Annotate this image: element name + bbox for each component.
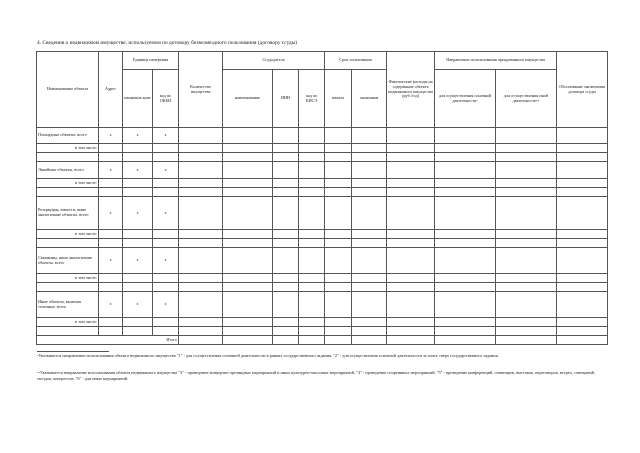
- header-expenses: Фактические расходы на содержание объекта недвижимого имущества (руб./год): [387, 52, 435, 128]
- header-direction-other: [496, 70, 557, 128]
- table-cell: [179, 283, 223, 292]
- address-mark: x: [99, 197, 123, 230]
- footnote-1: [37, 353, 607, 359]
- table-cell: [179, 248, 223, 274]
- table-cell: [352, 230, 387, 239]
- table-row: [37, 197, 608, 230]
- table-cell: [223, 144, 273, 153]
- footnote-mark: *: [37, 354, 39, 358]
- table-cell: [123, 188, 153, 197]
- table-cell: [273, 188, 299, 197]
- table-cell: [179, 292, 223, 318]
- table-row: [37, 283, 608, 292]
- header-row-1: [37, 52, 608, 70]
- table-cell: [123, 153, 153, 162]
- header-period-start: начала: [325, 70, 352, 128]
- table-cell: [496, 318, 557, 327]
- table-cell: [179, 336, 223, 345]
- table-cell: [123, 230, 153, 239]
- section-heading: 4. Сведения о недвижимом имуществе, используемом по договору безвозмездного пользования (договору ссуды): [37, 40, 297, 46]
- table-cell: [179, 128, 223, 144]
- header-lender-kisz: код по КИСЭ: [299, 70, 325, 128]
- header-direction-group: Направление использования арендованного имущества: [435, 52, 557, 70]
- table-cell: [299, 283, 325, 292]
- table-cell: [299, 239, 325, 248]
- header-row-2: [37, 70, 608, 128]
- table-cell: [435, 144, 496, 153]
- table-cell: [435, 128, 496, 144]
- table-cell: [387, 162, 435, 179]
- table-cell: [223, 230, 273, 239]
- footnote-mark: **: [536, 98, 540, 103]
- object-category: Резервуары, емкости, иные аналогичные объекты, всего: [37, 197, 99, 230]
- table-cell: [223, 239, 273, 248]
- table-cell: [352, 179, 387, 188]
- table-cell: [273, 336, 299, 345]
- address-mark: x: [99, 128, 123, 144]
- table-cell: [299, 179, 325, 188]
- table-cell: [387, 188, 435, 197]
- table-cell: [223, 179, 273, 188]
- table-cell: [273, 283, 299, 292]
- object-category: Линейные объекты, всего: [37, 162, 99, 179]
- table-row: [37, 179, 608, 188]
- table-cell: [99, 179, 123, 188]
- table-cell: [496, 239, 557, 248]
- table-cell: [435, 230, 496, 239]
- table-cell: [435, 188, 496, 197]
- table-cell: [299, 292, 325, 318]
- table-cell: [179, 188, 223, 197]
- table-row: [37, 144, 608, 153]
- address-mark: x: [99, 292, 123, 318]
- table-cell: [179, 162, 223, 179]
- table-cell: [387, 230, 435, 239]
- header-address: Адрес: [99, 52, 123, 128]
- table-cell: [387, 318, 435, 327]
- unit-name-mark: x: [123, 128, 153, 144]
- table-cell: [179, 274, 223, 283]
- table-cell: [223, 327, 273, 336]
- table-cell: [435, 336, 496, 345]
- header-unit-okei: код по ОКЕИ: [153, 70, 179, 128]
- header-direction-main: [435, 70, 496, 128]
- table-cell: [496, 292, 557, 318]
- table-cell: [352, 274, 387, 283]
- table-cell: [496, 162, 557, 179]
- table-cell: [435, 318, 496, 327]
- total-row: [37, 336, 608, 345]
- table-cell: [37, 327, 99, 336]
- header-unit-group: Единица измерения: [123, 52, 179, 70]
- table-cell: [387, 274, 435, 283]
- table-cell: [557, 336, 608, 345]
- header-period-group: Срок пользования: [325, 52, 387, 70]
- table-cell: [299, 230, 325, 239]
- footnote-2: [37, 370, 607, 382]
- table-cell: [496, 188, 557, 197]
- table-cell: [496, 336, 557, 345]
- table-cell: [223, 248, 273, 274]
- object-category: Скважины, иные аналогичные объекты, всего: [37, 248, 99, 274]
- table-cell: [299, 318, 325, 327]
- table-cell: [273, 318, 299, 327]
- table-cell: [37, 153, 99, 162]
- table-cell: [325, 239, 352, 248]
- table-cell: [223, 318, 273, 327]
- table-row: [37, 318, 608, 327]
- table-cell: [557, 144, 608, 153]
- table-cell: [352, 197, 387, 230]
- table-cell: [273, 274, 299, 283]
- table-cell: [557, 327, 608, 336]
- table-cell: [153, 239, 179, 248]
- table-cell: [179, 144, 223, 153]
- table-cell: [273, 239, 299, 248]
- table-cell: [325, 283, 352, 292]
- table-cell: [352, 248, 387, 274]
- table-cell: [299, 128, 325, 144]
- footnote-text: Указывается направление использования объекта недвижимого имущества "1" - для осуществления основной деятельности в рамках государственного задания, "2" - для осуществления основной деятельности за плату сверх государственного задания.: [38, 353, 499, 358]
- table-cell: [273, 197, 299, 230]
- table-cell: [496, 144, 557, 153]
- table-cell: [273, 162, 299, 179]
- table-cell: [496, 327, 557, 336]
- table-cell: [99, 283, 123, 292]
- table-body: [37, 52, 608, 345]
- table-cell: [223, 283, 273, 292]
- table-row: [37, 327, 608, 336]
- table-cell: [325, 128, 352, 144]
- header-period-end: окончания: [352, 70, 387, 128]
- table-cell: [557, 197, 608, 230]
- table-cell: [435, 292, 496, 318]
- header-quantity: Количество имущества: [179, 52, 223, 128]
- table-cell: [496, 197, 557, 230]
- table-cell: [435, 162, 496, 179]
- table-cell: [352, 128, 387, 144]
- table-cell: [123, 318, 153, 327]
- table-cell: [223, 128, 273, 144]
- table-cell: [325, 153, 352, 162]
- table-cell: [153, 188, 179, 197]
- table-row: [37, 292, 608, 318]
- table-cell: [435, 153, 496, 162]
- table-cell: [435, 283, 496, 292]
- subtotal-label: в том числе:: [37, 230, 99, 239]
- table-cell: [299, 153, 325, 162]
- unit-okei-mark: x: [153, 197, 179, 230]
- table-cell: [299, 248, 325, 274]
- table-row: [37, 230, 608, 239]
- table-cell: [179, 327, 223, 336]
- header-unit-name: наименов ание: [123, 70, 153, 128]
- table-cell: [99, 274, 123, 283]
- header-justification: Обоснование заключения договора ссуды: [557, 52, 608, 128]
- property-table: [36, 51, 608, 345]
- table-cell: [435, 239, 496, 248]
- table-cell: [352, 283, 387, 292]
- table-cell: [299, 197, 325, 230]
- table-cell: [273, 144, 299, 153]
- unit-okei-mark: x: [153, 248, 179, 274]
- table-cell: [496, 248, 557, 274]
- table-cell: [557, 274, 608, 283]
- table-cell: [435, 248, 496, 274]
- unit-name-mark: x: [123, 248, 153, 274]
- subtotal-label: в том числе:: [37, 274, 99, 283]
- table-cell: [299, 162, 325, 179]
- table-cell: [352, 318, 387, 327]
- table-cell: [273, 292, 299, 318]
- table-cell: [557, 153, 608, 162]
- table-cell: [325, 292, 352, 318]
- table-cell: [273, 153, 299, 162]
- table-cell: [37, 239, 99, 248]
- table-row: [37, 248, 608, 274]
- table-cell: [325, 144, 352, 153]
- header-lender-group: Ссудодатель: [223, 52, 325, 70]
- table-cell: [223, 197, 273, 230]
- table-cell: [325, 197, 352, 230]
- table-cell: [273, 327, 299, 336]
- address-mark: x: [99, 162, 123, 179]
- table-cell: [325, 248, 352, 274]
- table-cell: [325, 230, 352, 239]
- table-cell: [153, 274, 179, 283]
- table-cell: [325, 318, 352, 327]
- subtotal-label: в том числе:: [37, 179, 99, 188]
- table-cell: [435, 179, 496, 188]
- table-cell: [179, 197, 223, 230]
- table-row: [37, 274, 608, 283]
- table-cell: [325, 274, 352, 283]
- object-category: Иные объекты, включая точечные, всего: [37, 292, 99, 318]
- table-cell: [496, 230, 557, 239]
- table-cell: [387, 239, 435, 248]
- direction-other-text: для осуществления иной деятельности: [503, 92, 549, 103]
- table-cell: [557, 188, 608, 197]
- unit-okei-mark: x: [153, 292, 179, 318]
- unit-name-mark: x: [123, 162, 153, 179]
- table-cell: [387, 283, 435, 292]
- direction-main-text: для осуществления основной деятельности: [438, 92, 492, 103]
- table-cell: [435, 274, 496, 283]
- table-cell: [153, 327, 179, 336]
- footnote-text: Указывается направление использования объекта недвижимого имущества "3" - проведение концертно-зрелищных мероприятий и иных культурно-массовых мероприятий, "4" - проведение спортивных мероприятий, "5" - проведение конференций, семинаров, выставок, переговоров, встреч, совещаний, съездов, конгрессов, "6" - для иных мероприятий.: [37, 370, 596, 381]
- table-cell: [352, 153, 387, 162]
- table-cell: [299, 327, 325, 336]
- table-cell: [123, 144, 153, 153]
- table-row: [37, 128, 608, 144]
- table-cell: [387, 197, 435, 230]
- table-cell: [273, 230, 299, 239]
- header-lender-inn: ИНН: [273, 70, 299, 128]
- table-row: [37, 239, 608, 248]
- table-cell: [325, 162, 352, 179]
- unit-name-mark: x: [123, 197, 153, 230]
- table-cell: [299, 144, 325, 153]
- table-cell: [153, 230, 179, 239]
- table-cell: [179, 230, 223, 239]
- table-cell: [223, 188, 273, 197]
- table-cell: [557, 239, 608, 248]
- table-cell: [99, 239, 123, 248]
- header-name: Наименование объекта: [37, 52, 99, 128]
- table-cell: [299, 188, 325, 197]
- table-row: [37, 162, 608, 179]
- table-cell: [99, 144, 123, 153]
- subtotal-label: в том числе:: [37, 318, 99, 327]
- table-cell: [223, 162, 273, 179]
- table-cell: [496, 128, 557, 144]
- table-cell: [557, 230, 608, 239]
- table-cell: [99, 318, 123, 327]
- table-cell: [123, 274, 153, 283]
- table-cell: [352, 144, 387, 153]
- table-cell: [123, 327, 153, 336]
- table-cell: [99, 188, 123, 197]
- table-cell: [179, 239, 223, 248]
- table-cell: [435, 327, 496, 336]
- total-label: Итого: [37, 336, 179, 345]
- table-cell: [325, 336, 352, 345]
- table-cell: [273, 128, 299, 144]
- table-cell: [387, 292, 435, 318]
- table-cell: [557, 162, 608, 179]
- table-cell: [387, 179, 435, 188]
- table-cell: [387, 327, 435, 336]
- table-row: [37, 188, 608, 197]
- table-cell: [153, 153, 179, 162]
- table-cell: [223, 336, 273, 345]
- table-cell: [387, 153, 435, 162]
- table-cell: [99, 153, 123, 162]
- table-cell: [153, 283, 179, 292]
- table-cell: [435, 197, 496, 230]
- table-cell: [153, 318, 179, 327]
- table-cell: [496, 179, 557, 188]
- table-cell: [223, 153, 273, 162]
- footnote-mark: **: [37, 371, 40, 375]
- table-cell: [325, 327, 352, 336]
- table-cell: [123, 283, 153, 292]
- header-lender-name: наименование: [223, 70, 273, 128]
- table-cell: [557, 179, 608, 188]
- table-cell: [496, 283, 557, 292]
- table-cell: [123, 179, 153, 188]
- table-cell: [223, 274, 273, 283]
- table-cell: [179, 318, 223, 327]
- table-cell: [557, 128, 608, 144]
- table-cell: [99, 327, 123, 336]
- table-cell: [325, 188, 352, 197]
- table-cell: [179, 179, 223, 188]
- table-cell: [123, 239, 153, 248]
- unit-name-mark: x: [123, 292, 153, 318]
- table-cell: [352, 188, 387, 197]
- table-cell: [223, 292, 273, 318]
- table-cell: [273, 248, 299, 274]
- subtotal-label: в том числе:: [37, 144, 99, 153]
- table-cell: [37, 283, 99, 292]
- address-mark: x: [99, 248, 123, 274]
- table-cell: [496, 153, 557, 162]
- table-cell: [99, 230, 123, 239]
- table-cell: [387, 248, 435, 274]
- unit-okei-mark: x: [153, 162, 179, 179]
- table-cell: [557, 248, 608, 274]
- table-cell: [352, 336, 387, 345]
- table-cell: [325, 179, 352, 188]
- table-cell: [37, 188, 99, 197]
- table-cell: [352, 292, 387, 318]
- table-row: [37, 153, 608, 162]
- table-cell: [352, 162, 387, 179]
- footnote-mark: *: [476, 98, 478, 103]
- table-cell: [299, 336, 325, 345]
- table-cell: [153, 144, 179, 153]
- table-cell: [273, 179, 299, 188]
- table-cell: [387, 128, 435, 144]
- table-cell: [496, 274, 557, 283]
- unit-okei-mark: x: [153, 128, 179, 144]
- table-cell: [352, 239, 387, 248]
- table-cell: [179, 153, 223, 162]
- table-cell: [387, 336, 435, 345]
- table-cell: [557, 283, 608, 292]
- table-cell: [557, 292, 608, 318]
- table-cell: [153, 179, 179, 188]
- table-cell: [352, 327, 387, 336]
- table-cell: [299, 274, 325, 283]
- footnote-separator: [37, 351, 109, 352]
- object-category: Площадные объекты, всего: [37, 128, 99, 144]
- table-cell: [557, 318, 608, 327]
- table-cell: [387, 144, 435, 153]
